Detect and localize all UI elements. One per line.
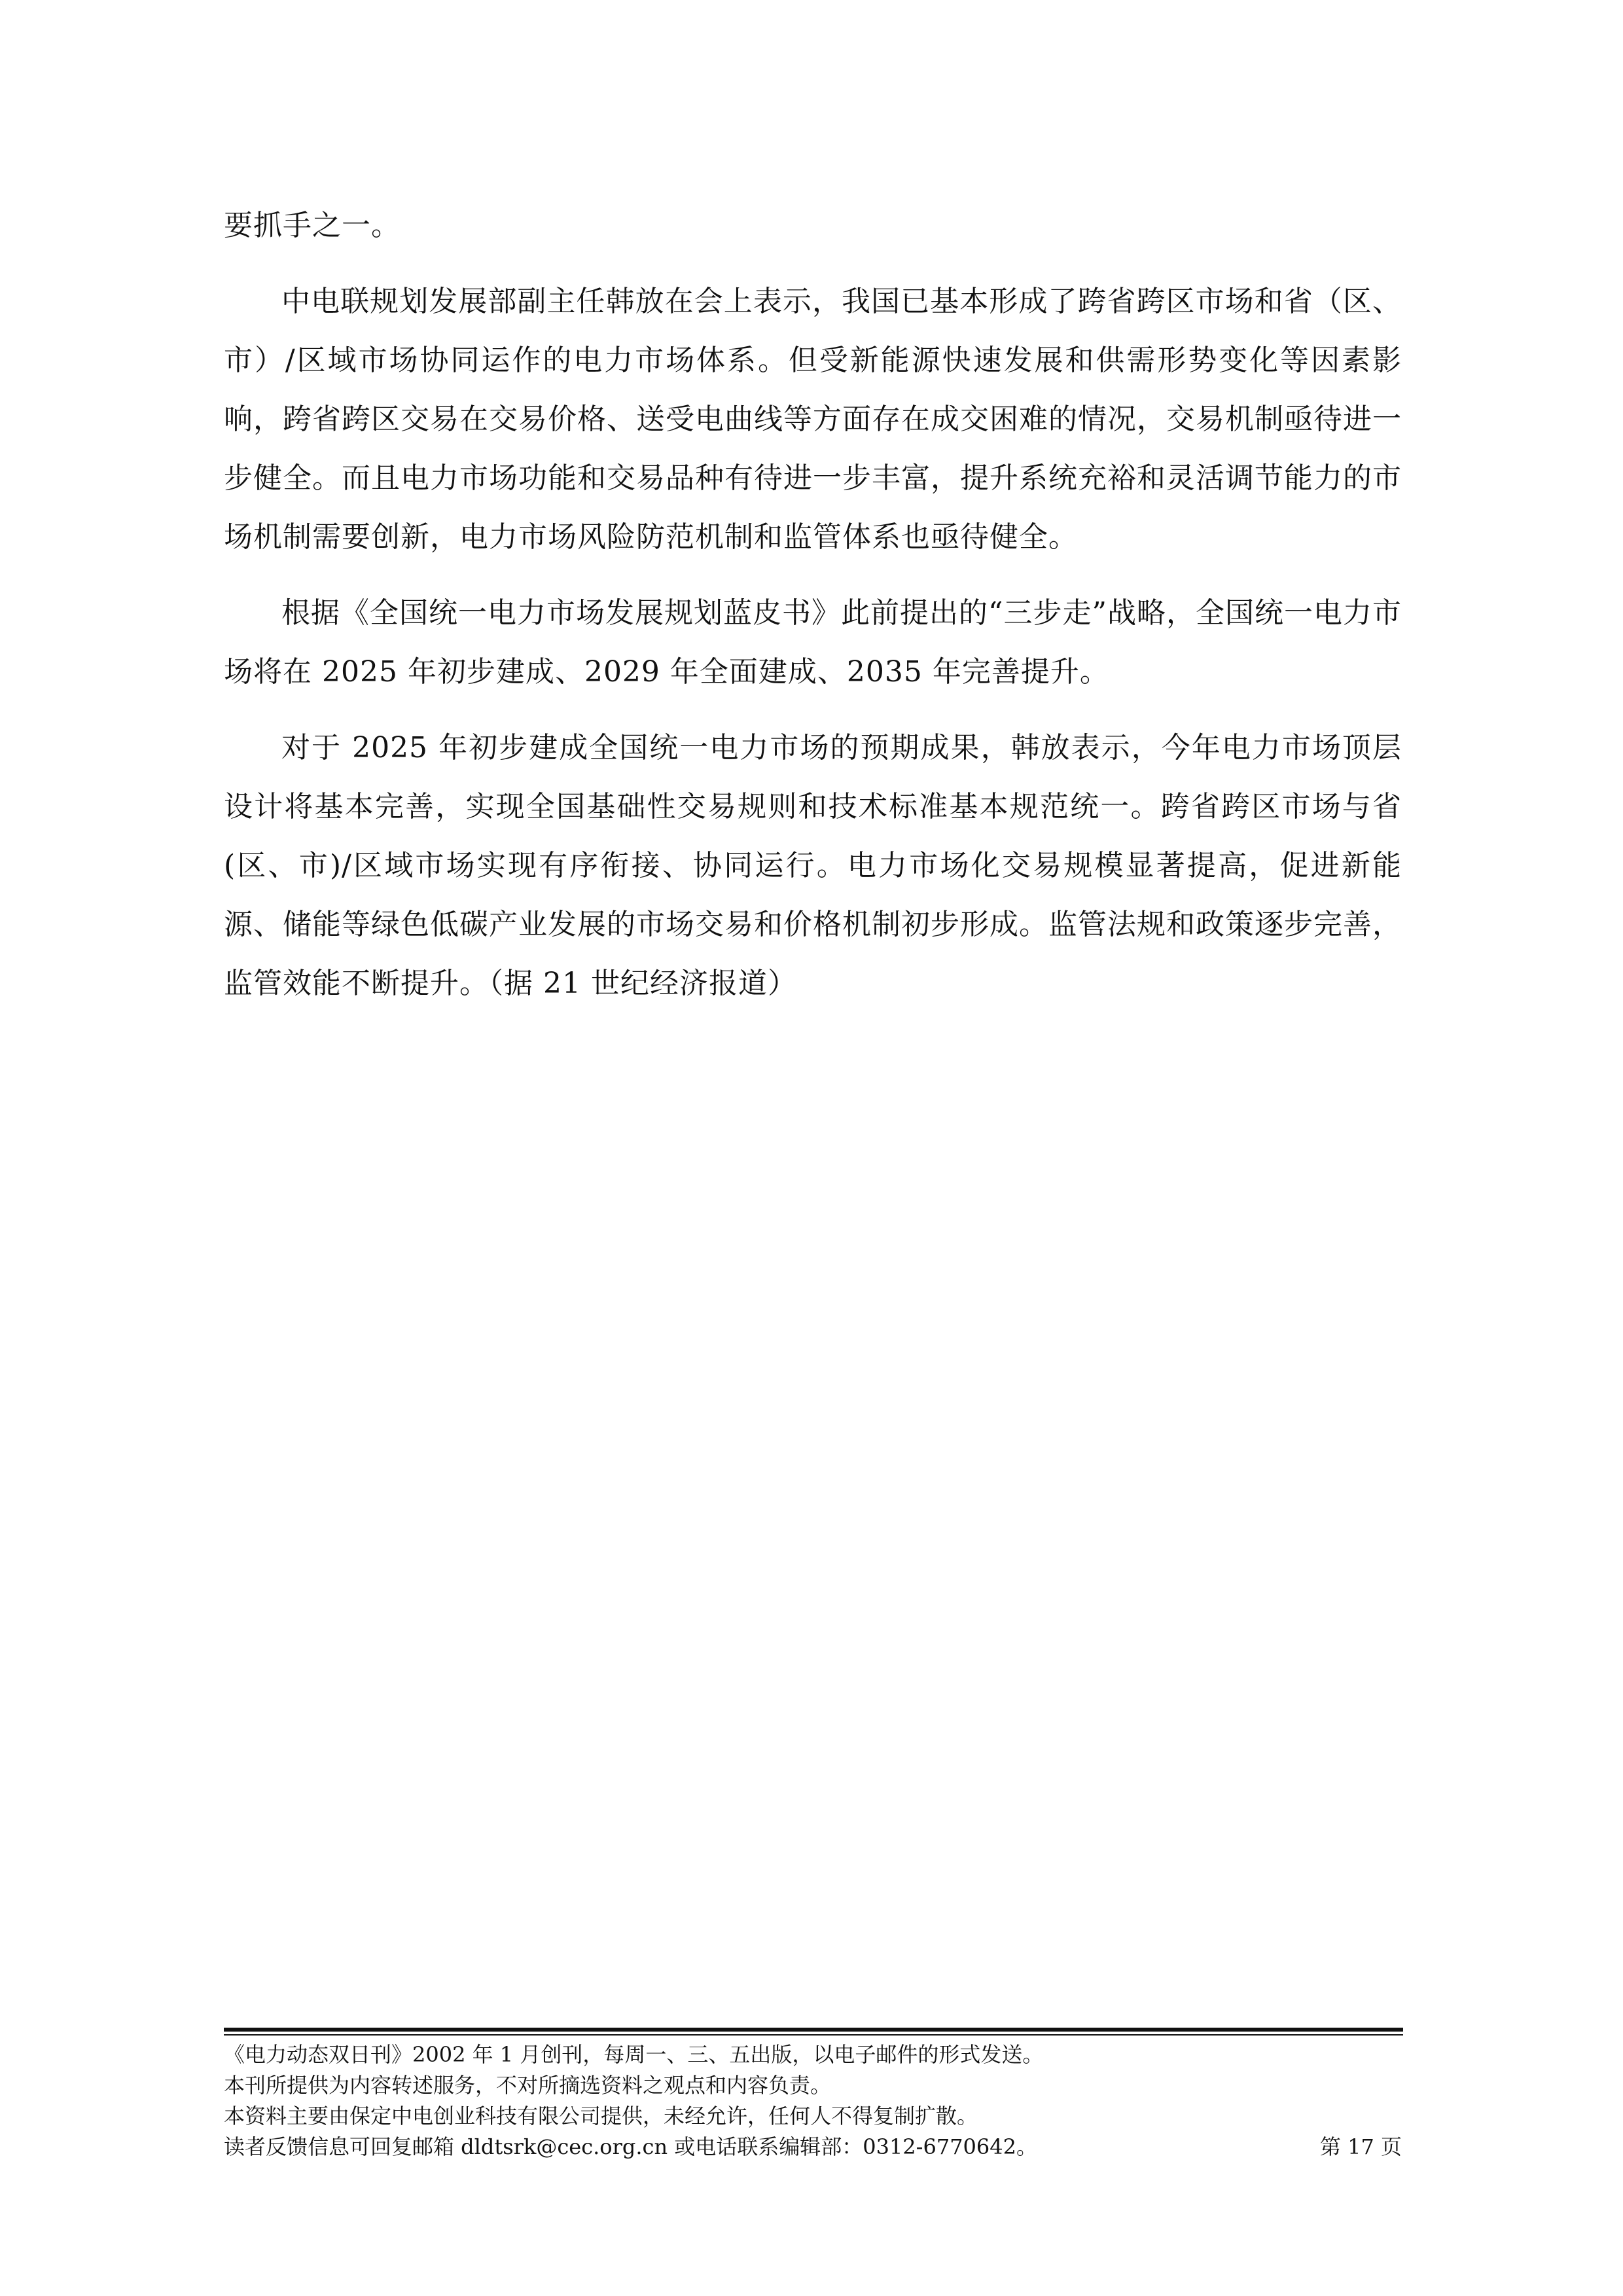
- footer-contact: 读者反馈信息可回复邮箱 dldtsrk@cec.org.cn 或电话联系编辑部：0312-6770642。: [224, 2134, 1037, 2159]
- paragraph: 根据《全国统一电力市场发展规划蓝皮书》此前提出的“三步走”战略，全国统一电力市场将在 2025 年初步建成、2029 年全面建成、2035 年完善提升。: [224, 596, 1402, 689]
- footer-divider-thin: [224, 2034, 1403, 2036]
- page-number: 第 17 页: [1319, 2134, 1402, 2159]
- paragraph: 中电联规划发展部副主任韩放在会上表示，我国已基本形成了跨省跨区市场和省（区、市）/区域市场协同运作的电力市场体系。但受新能源快速发展和供需形势变化等因素影响，跨省跨区交易在交易价格、送受电曲线等方面存在成交困难的情况，交易机制亟待进一步健全。而且电力市场功能和交易品种有待进一步丰富，提升系统充裕和灵活调节能力的市场机制需要创新，电力市场风险防范机制和监管体系也亟待健全。: [224, 285, 1402, 554]
- footer-disclaimer: 本刊所提供为内容转述服务，不对所摘选资料之观点和内容负责。: [224, 2073, 832, 2098]
- article-body: [224, 196, 1402, 1030]
- paragraph: 对于 2025 年初步建成全国统一电力市场的预期成果，韩放表示，今年电力市场顶层设计将基本完善，实现全国基础性交易规则和技术标准基本规范统一。跨省跨区市场与省(区、市)/区域市场实现有序衔接、协同运行。电力市场化交易规模显著提高，促进新能源、储能等绿色低碳产业发展的市场交易和价格机制初步形成。监管法规和政策逐步完善，监管效能不断提升。（据 21 世纪经济报道）: [224, 731, 1402, 1000]
- footer-contact-row: [224, 2132, 1403, 2162]
- footer-copyright: 本资料主要由保定中电创业科技有限公司提供，未经允许，任何人不得复制扩散。: [224, 2104, 978, 2128]
- footer-notes: [224, 2039, 1403, 2162]
- footer-publication-note: 《电力动态双日刊》2002 年 1 月创刊，每周一、三、五出版，以电子邮件的形式发送。: [224, 2042, 1044, 2067]
- footer-divider-thick: [224, 2028, 1403, 2032]
- page-footer: [224, 2028, 1403, 2162]
- paragraph: 要抓手之一。: [224, 209, 401, 242]
